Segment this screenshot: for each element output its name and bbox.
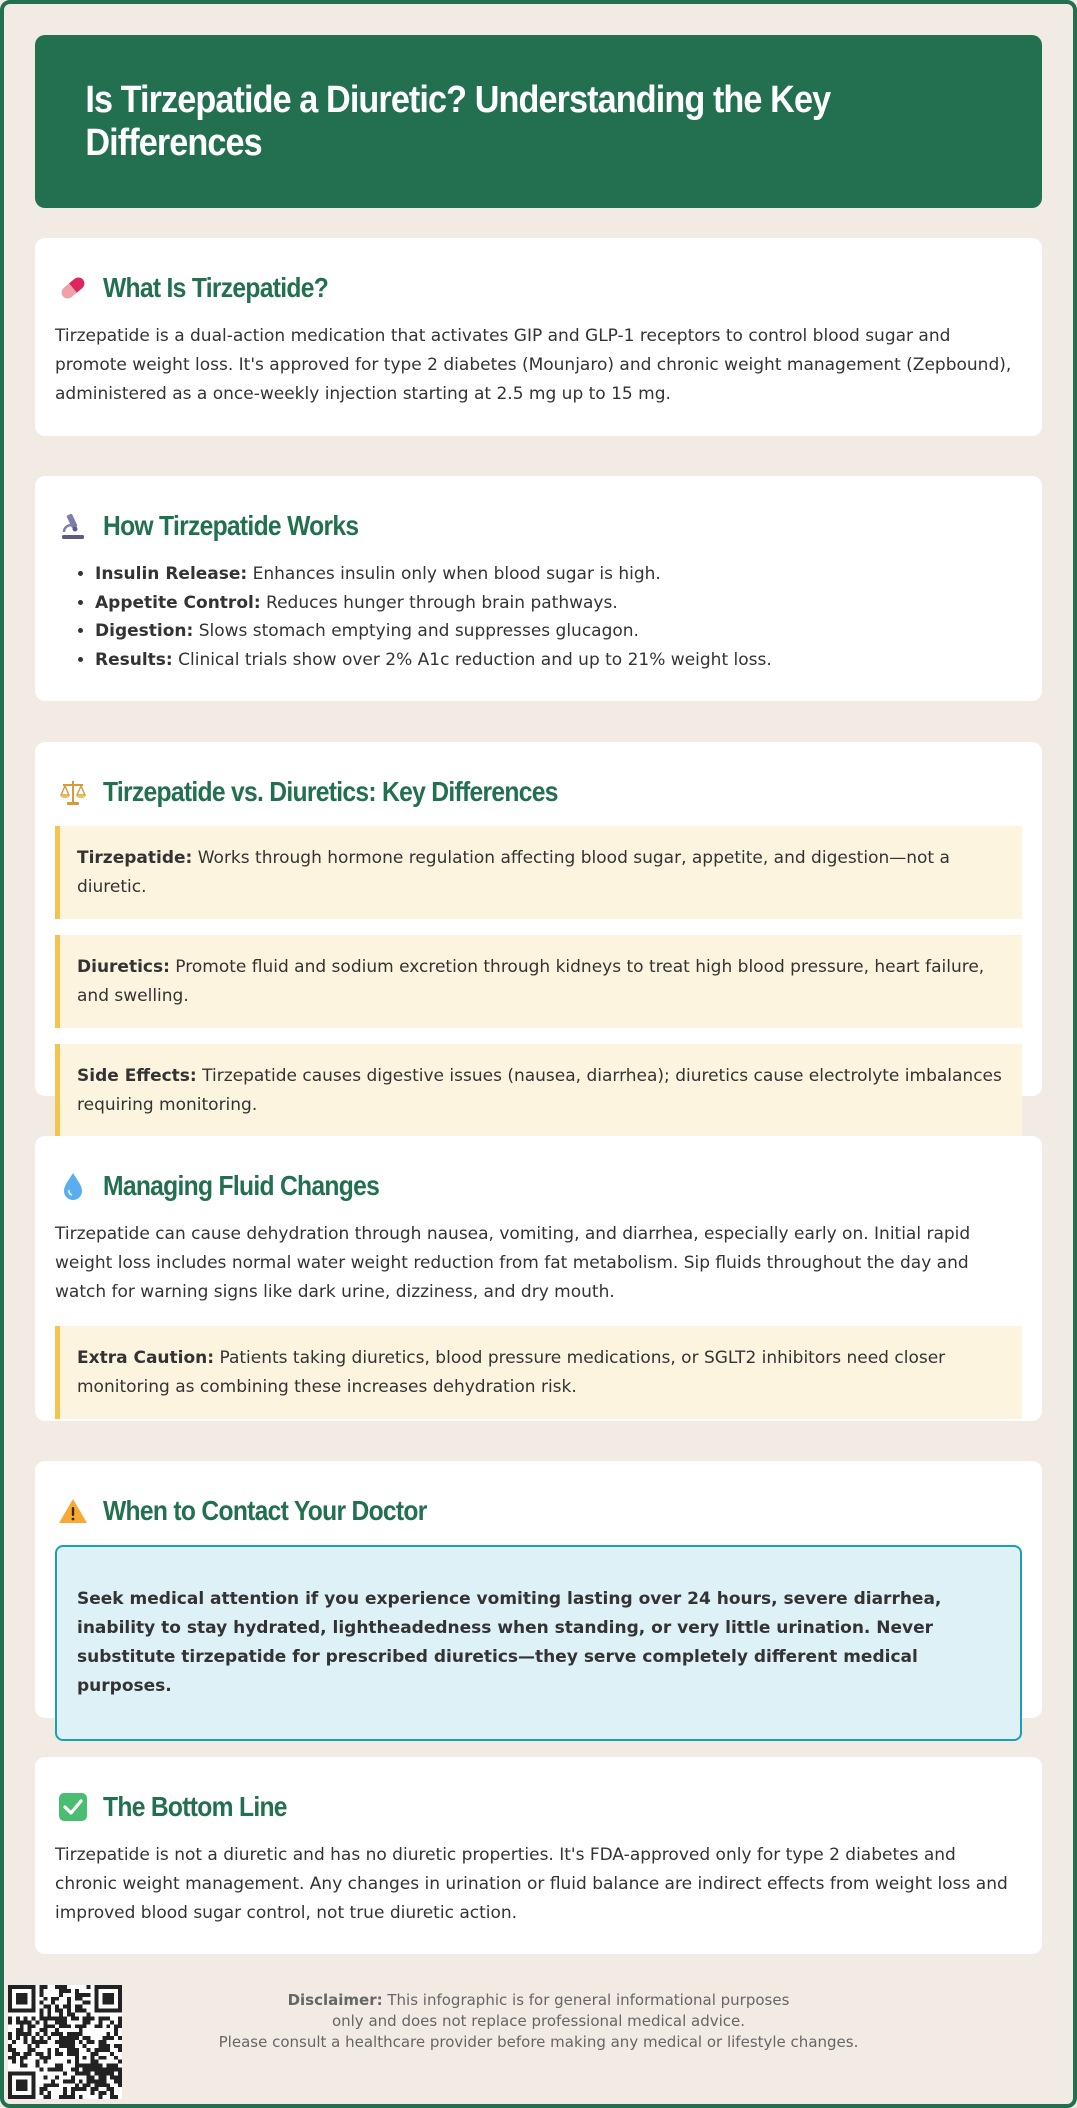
section-heading: When to Contact Your Doctor xyxy=(57,1491,1022,1531)
section-bottom-line xyxy=(35,1757,1042,1954)
list-item: • Digestion: Slows stomach emptying and suppresses glucagon. xyxy=(95,617,1022,646)
droplet-icon xyxy=(57,1170,89,1202)
list-item: • Appetite Control: Reduces hunger through brain pathways. xyxy=(95,589,1022,618)
section-what-is xyxy=(35,238,1042,436)
doctor-alert: Seek medical attention if you experience vomiting lasting over 24 hours, severe diarrhea, inability to stay hydrated, lightheadedness when standing, or very little urination. Never substitute tirzepatide for prescribed diuretics—they serve completely different medical purposes. xyxy=(55,1545,1022,1741)
note-side-effects: Side Effects: Tirzepatide causes digestive issues (nausea, diarrhea); diuretics cause electrolyte imbalances requiring monitoring. xyxy=(55,1044,1022,1137)
section-heading: Managing Fluid Changes xyxy=(57,1166,1022,1206)
section-heading: How Tirzepatide Works xyxy=(57,506,1022,546)
section-body: Tirzepatide is a dual-action medication that activates GIP and GLP-1 receptors to control blood sugar and promote weight loss. It's approved for type 2 diabetes (Mounjaro) and chronic weight management (Zepbound), administered as a once-weekly injection starting at 2.5 mg up to 15 mg. xyxy=(55,326,1012,404)
list-item: • Results: Clinical trials show over 2% A1c reduction and up to 21% weight loss. xyxy=(95,646,1022,675)
section-heading: The Bottom Line xyxy=(57,1787,1022,1827)
list-item: • Insulin Release: Enhances insulin only when blood sugar is high. xyxy=(95,560,1022,589)
section-body: Tirzepatide can cause dehydration through nausea, vomiting, and diarrhea, especially early on. Initial rapid weight loss includes normal water weight reduction from fat metabolism. Sip fluids throughout the day and watch for warning signs like dark urine, dizziness, and dry mouth. xyxy=(55,1224,971,1302)
pill-icon xyxy=(57,272,89,304)
how-list xyxy=(95,560,1022,674)
disclaimer-line: only and does not replace professional medical advice. xyxy=(331,2012,746,2030)
note-extra-caution: Extra Caution: Patients taking diuretics, blood pressure medications, or SGLT2 inhibitors need closer monitoring as combining these increases dehydration risk. xyxy=(55,1326,1022,1419)
page-header xyxy=(35,35,1042,208)
checkmark-icon xyxy=(57,1791,89,1823)
section-heading: What Is Tirzepatide? xyxy=(57,268,1022,308)
disclaimer-line: Disclaimer: This infographic is for general informational purposes xyxy=(287,1991,790,2009)
note-tirzepatide: Tirzepatide: Works through hormone regulation affecting blood sugar, appetite, and digestion—not a diuretic. xyxy=(55,826,1022,919)
section-heading: Tirzepatide vs. Diuretics: Key Differences xyxy=(57,772,1022,812)
section-body: Tirzepatide is not a diuretic and has no diuretic properties. It's FDA-approved only for type 2 diabetes and chronic weight management. Any changes in urination or fluid balance are indirect effects from weight loss and improved blood sugar control, not true diuretic action. xyxy=(55,1845,1008,1923)
microscope-icon xyxy=(57,510,89,542)
section-how-works xyxy=(35,476,1042,701)
section-contact-doctor xyxy=(35,1461,1042,1718)
section-vs-diuretics xyxy=(35,742,1042,1115)
section-fluid-changes xyxy=(35,1136,1042,1421)
disclaimer-footer xyxy=(0,1990,1077,2053)
page-title: Is Tirzepatide a Diuretic? Understanding the Key Differences xyxy=(85,78,831,164)
warning-icon xyxy=(57,1495,89,1527)
note-diuretics: Diuretics: Promote fluid and sodium excretion through kidneys to treat high blood pressure, heart failure, and swelling. xyxy=(55,935,1022,1028)
disclaimer-line: Please consult a healthcare provider before making any medical or lifestyle changes. xyxy=(218,2033,859,2051)
scales-icon xyxy=(57,776,89,808)
